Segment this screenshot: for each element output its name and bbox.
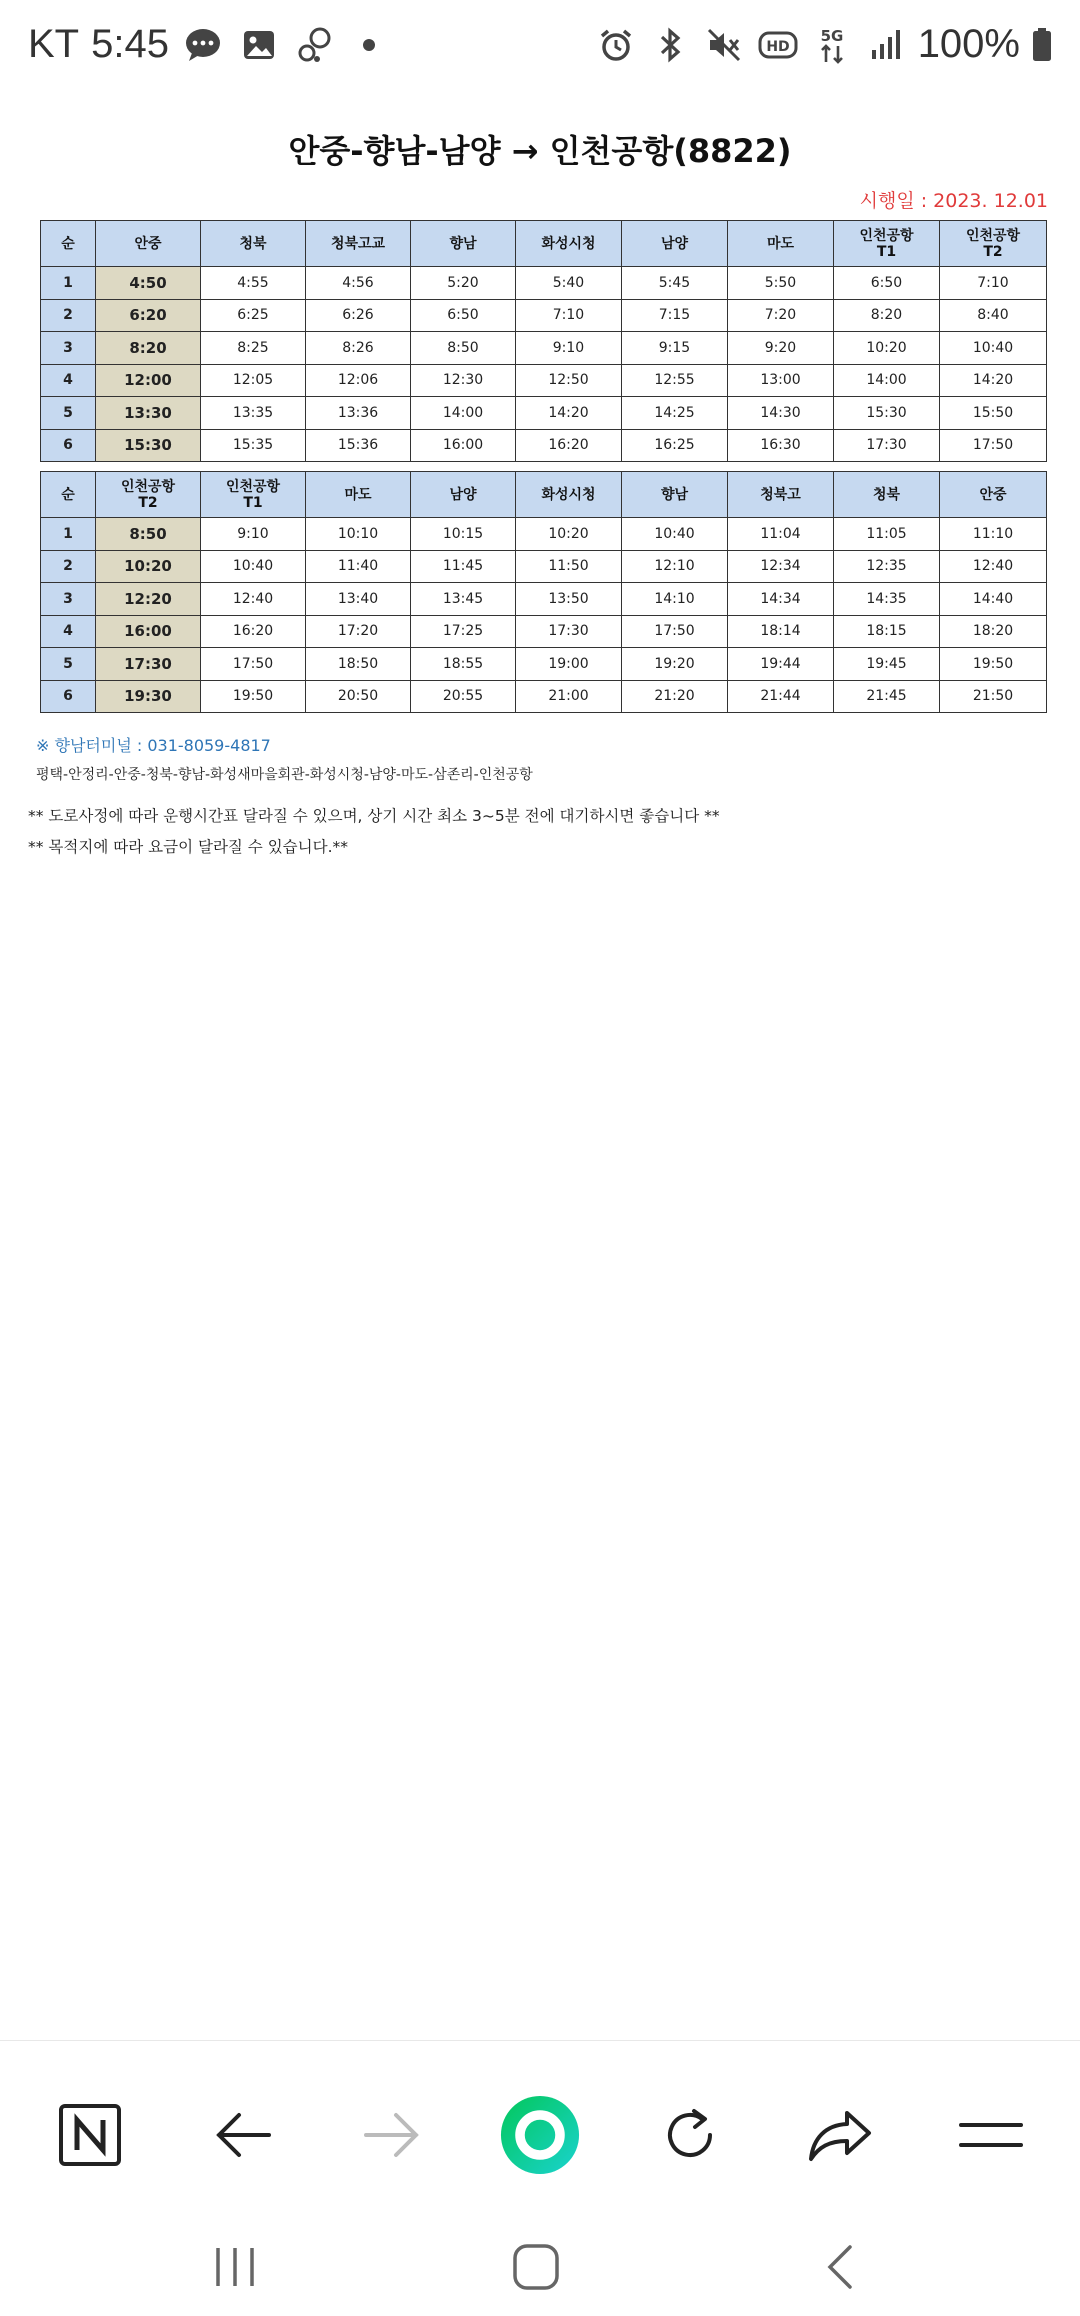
time-cell: 21:20: [622, 680, 728, 713]
time-cell: 13:50: [516, 583, 622, 616]
system-back-icon: [822, 2243, 858, 2291]
time-cell: 15:35: [201, 429, 306, 462]
row-index: 2: [41, 550, 96, 583]
table-row: [41, 397, 1047, 430]
time-cell: 14:20: [940, 364, 1047, 397]
row-index: 6: [41, 429, 96, 462]
table-row: [41, 267, 1047, 300]
table-row: [41, 648, 1047, 681]
5g-icon: [810, 23, 854, 67]
time-cell: 17:25: [411, 615, 516, 648]
time-cell: 17:20: [306, 615, 411, 648]
carrier-name: KT: [28, 22, 80, 66]
alarm-icon: [594, 23, 638, 67]
forward-button[interactable]: [352, 2095, 432, 2175]
time-cell: 10:20: [96, 550, 201, 583]
recent-apps-icon: [212, 2246, 258, 2288]
time-cell: 4:50: [96, 267, 201, 300]
row-index: 3: [41, 583, 96, 616]
column-header: 화성시청: [516, 472, 622, 518]
notification-dot-icon: [363, 39, 375, 51]
running-app-icon: [293, 23, 337, 67]
time-cell: 18:55: [411, 648, 516, 681]
time-cell: 15:50: [940, 397, 1047, 430]
time-cell: 17:30: [834, 429, 940, 462]
status-bar: [0, 0, 1080, 95]
column-header: 안중: [96, 221, 201, 267]
time-cell: 10:20: [834, 332, 940, 365]
svg-text:5G: 5G: [820, 26, 844, 45]
column-header: 청북: [201, 221, 306, 267]
time-cell: 10:20: [516, 518, 622, 551]
time-cell: 17:50: [201, 648, 306, 681]
time-cell: 9:10: [516, 332, 622, 365]
hd-icon: [756, 23, 800, 67]
time-cell: 8:40: [940, 299, 1047, 332]
time-cell: 16:00: [96, 615, 201, 648]
back-arrow-icon: [213, 2110, 273, 2160]
column-header: 청북고교: [306, 221, 411, 267]
time-cell: 18:14: [728, 615, 834, 648]
signal-icon: [864, 23, 908, 67]
time-cell: 17:30: [516, 615, 622, 648]
time-cell: 12:40: [201, 583, 306, 616]
table-header-row: [41, 221, 1047, 267]
column-header: 마도: [306, 472, 411, 518]
home-button[interactable]: [496, 2232, 576, 2302]
gallery-icon: [237, 23, 281, 67]
column-header: 인천공항 T2: [96, 472, 201, 518]
time-cell: 18:15: [834, 615, 940, 648]
time-cell: 14:00: [411, 397, 516, 430]
time-cell: 16:00: [411, 429, 516, 462]
table-row: [41, 299, 1047, 332]
time-cell: 13:36: [306, 397, 411, 430]
time-cell: 14:00: [834, 364, 940, 397]
time-cell: 9:15: [622, 332, 728, 365]
timetable-outbound: [40, 220, 1047, 462]
time-cell: 7:20: [728, 299, 834, 332]
time-cell: 13:35: [201, 397, 306, 430]
timetable-return: [40, 471, 1047, 713]
time-cell: 20:50: [306, 680, 411, 713]
time-cell: 15:30: [834, 397, 940, 430]
time-cell: 7:10: [940, 267, 1047, 300]
time-cell: 17:50: [940, 429, 1047, 462]
time-cell: 6:50: [411, 299, 516, 332]
svg-text:HD: HD: [766, 38, 790, 55]
time-cell: 19:45: [834, 648, 940, 681]
time-cell: 5:20: [411, 267, 516, 300]
menu-button[interactable]: [951, 2095, 1031, 2175]
back-button[interactable]: [203, 2095, 283, 2175]
column-header: 청북고: [728, 472, 834, 518]
menu-icon: [959, 2115, 1023, 2155]
column-header: 마도: [728, 221, 834, 267]
time-cell: 9:20: [728, 332, 834, 365]
time-cell: 12:05: [201, 364, 306, 397]
row-index: 6: [41, 680, 96, 713]
terminal-phone[interactable]: ※ 향남터미널 : 031-8059-4817: [36, 736, 271, 755]
column-header: 화성시청: [516, 221, 622, 267]
time-cell: 13:30: [96, 397, 201, 430]
battery-percent: 100%: [917, 22, 1020, 66]
table-row: [41, 680, 1047, 713]
column-header: 안중: [940, 472, 1047, 518]
battery-icon: [1030, 23, 1054, 67]
time-cell: 9:10: [201, 518, 306, 551]
column-header: 인천공항 T1: [201, 472, 306, 518]
system-back-button[interactable]: [800, 2232, 880, 2302]
time-cell: 14:25: [622, 397, 728, 430]
time-cell: 6:26: [306, 299, 411, 332]
page-title: 안중-향남-남양 → 인천공항(8822): [288, 132, 792, 170]
column-header: 향남: [411, 221, 516, 267]
forward-arrow-icon: [362, 2110, 422, 2160]
time-cell: 4:56: [306, 267, 411, 300]
naver-n-icon: [58, 2103, 122, 2167]
time-cell: 12:40: [940, 550, 1047, 583]
time-cell: 6:50: [834, 267, 940, 300]
time-cell: 16:30: [728, 429, 834, 462]
time-cell: 15:36: [306, 429, 411, 462]
route-description: 평택-안정리-안중-청북-향남-화성새마을회관-화성시청-남양-마도-삼존리-인천공항: [36, 767, 533, 783]
time-cell: 13:00: [728, 364, 834, 397]
time-cell: 18:20: [940, 615, 1047, 648]
table-row: [41, 615, 1047, 648]
time-cell: 19:00: [516, 648, 622, 681]
time-cell: 21:44: [728, 680, 834, 713]
time-cell: 12:35: [834, 550, 940, 583]
recent-apps-button[interactable]: [195, 2232, 275, 2302]
table-row: [41, 550, 1047, 583]
time-cell: 11:50: [516, 550, 622, 583]
time-cell: 5:40: [516, 267, 622, 300]
note-fare: ** 목적지에 따라 요금이 달라질 수 있습니다.**: [28, 838, 349, 856]
row-index: 4: [41, 364, 96, 397]
time-cell: 12:34: [728, 550, 834, 583]
time-cell: 8:50: [411, 332, 516, 365]
time-cell: 19:50: [940, 648, 1047, 681]
time-cell: 14:10: [622, 583, 728, 616]
time-cell: 7:15: [622, 299, 728, 332]
table-header-row: [41, 472, 1047, 518]
time-cell: 8:20: [96, 332, 201, 365]
effective-date: 시행일 : 2023. 12.01: [859, 190, 1048, 212]
time-cell: 5:50: [728, 267, 834, 300]
time-cell: 14:40: [940, 583, 1047, 616]
row-index: 1: [41, 518, 96, 551]
time-cell: 12:00: [96, 364, 201, 397]
row-index: 2: [41, 299, 96, 332]
time-cell: 16:20: [201, 615, 306, 648]
browser-toolbar: [0, 2040, 1080, 2223]
column-header: 남양: [411, 472, 516, 518]
time-cell: 11:10: [940, 518, 1047, 551]
time-cell: 10:10: [306, 518, 411, 551]
row-index: 1: [41, 267, 96, 300]
time-cell: 18:50: [306, 648, 411, 681]
table-row: [41, 364, 1047, 397]
clock: 5:45: [91, 22, 169, 66]
time-cell: 14:20: [516, 397, 622, 430]
time-cell: 6:25: [201, 299, 306, 332]
column-header: 향남: [622, 472, 728, 518]
time-cell: 13:45: [411, 583, 516, 616]
time-cell: 14:34: [728, 583, 834, 616]
time-cell: 8:26: [306, 332, 411, 365]
time-cell: 19:44: [728, 648, 834, 681]
column-header: 인천공항 T1: [834, 221, 940, 267]
time-cell: 12:20: [96, 583, 201, 616]
time-cell: 5:45: [622, 267, 728, 300]
bluetooth-icon: [648, 23, 692, 67]
time-cell: 16:20: [516, 429, 622, 462]
time-cell: 19:30: [96, 680, 201, 713]
time-cell: 14:30: [728, 397, 834, 430]
time-cell: 11:04: [728, 518, 834, 551]
table-row: [41, 518, 1047, 551]
time-cell: 4:55: [201, 267, 306, 300]
row-index: 4: [41, 615, 96, 648]
note-road-conditions: ** 도로사정에 따라 운행시간표 달라질 수 있으며, 상기 시간 최소 3~5분 전에 대기하시면 좋습니다 **: [28, 807, 720, 825]
time-cell: 21:45: [834, 680, 940, 713]
home-icon: [512, 2243, 560, 2291]
time-cell: 6:20: [96, 299, 201, 332]
time-cell: 11:40: [306, 550, 411, 583]
column-header: 순: [41, 472, 96, 518]
time-cell: 14:35: [834, 583, 940, 616]
system-nav-bar: [0, 2222, 1080, 2316]
time-cell: 11:05: [834, 518, 940, 551]
time-cell: 16:25: [622, 429, 728, 462]
naver-home-button[interactable]: [50, 2095, 130, 2175]
green-dot-button[interactable]: [500, 2095, 580, 2175]
column-header: 남양: [622, 221, 728, 267]
column-header: 인천공항 T2: [940, 221, 1047, 267]
green-dot-icon: [500, 2093, 580, 2177]
time-cell: 17:50: [622, 615, 728, 648]
time-cell: 15:30: [96, 429, 201, 462]
column-header: 청북: [834, 472, 940, 518]
time-cell: 19:50: [201, 680, 306, 713]
time-cell: 19:20: [622, 648, 728, 681]
table-row: [41, 583, 1047, 616]
time-cell: 10:40: [622, 518, 728, 551]
mute-icon: [702, 23, 746, 67]
time-cell: 10:15: [411, 518, 516, 551]
time-cell: 17:30: [96, 648, 201, 681]
time-cell: 12:06: [306, 364, 411, 397]
time-cell: 10:40: [940, 332, 1047, 365]
time-cell: 21:00: [516, 680, 622, 713]
chat-bubble-icon: [181, 23, 225, 67]
time-cell: 8:50: [96, 518, 201, 551]
row-index: 3: [41, 332, 96, 365]
row-index: 5: [41, 648, 96, 681]
time-cell: 12:10: [622, 550, 728, 583]
time-cell: 13:40: [306, 583, 411, 616]
column-header: 순: [41, 221, 96, 267]
refresh-button[interactable]: [650, 2095, 730, 2175]
table-row: [41, 429, 1047, 462]
time-cell: 7:10: [516, 299, 622, 332]
time-cell: 12:55: [622, 364, 728, 397]
time-cell: 20:55: [411, 680, 516, 713]
time-cell: 12:50: [516, 364, 622, 397]
time-cell: 8:20: [834, 299, 940, 332]
time-cell: 8:25: [201, 332, 306, 365]
time-cell: 21:50: [940, 680, 1047, 713]
share-icon: [807, 2107, 873, 2163]
refresh-icon: [660, 2105, 720, 2165]
share-button[interactable]: [800, 2095, 880, 2175]
time-cell: 10:40: [201, 550, 306, 583]
time-cell: 12:30: [411, 364, 516, 397]
table-row: [41, 332, 1047, 365]
time-cell: 11:45: [411, 550, 516, 583]
row-index: 5: [41, 397, 96, 430]
